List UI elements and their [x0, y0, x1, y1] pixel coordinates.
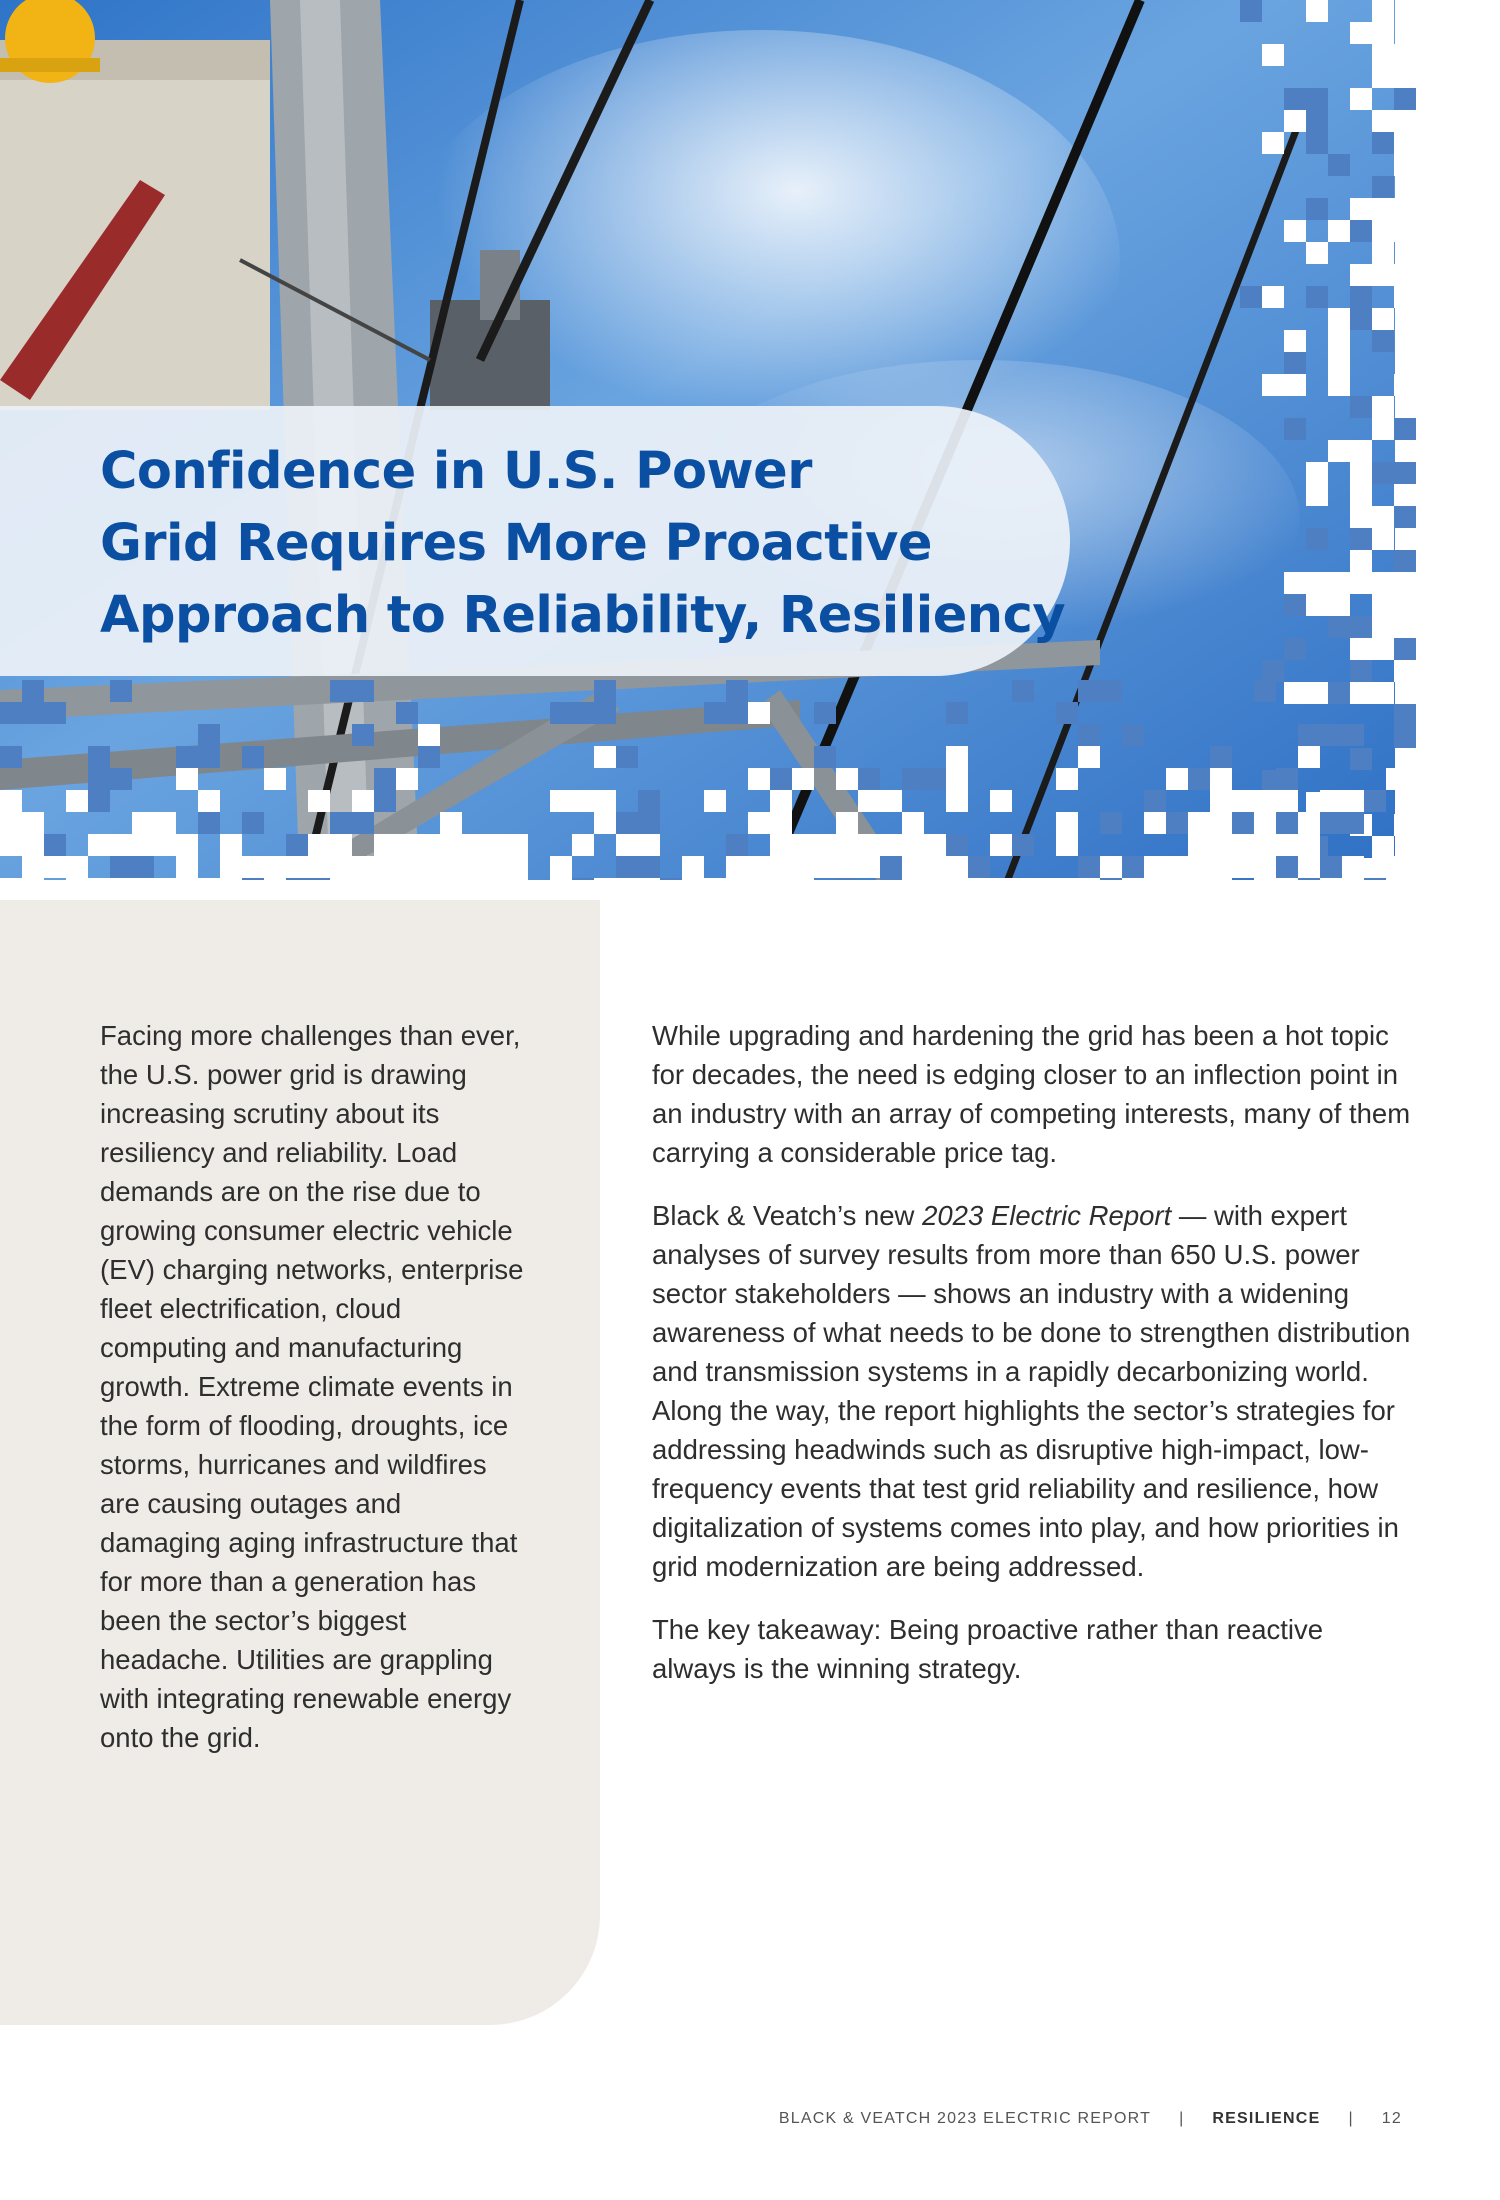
body-paragraph-3: The key takeaway: Being proactive rather than reactive always is the winning strategy. [652, 1614, 1324, 1684]
left-column [100, 1016, 525, 1781]
page-number: 12 [1381, 2110, 1402, 2127]
body-paragraph-2 [652, 1196, 1412, 1586]
title-line-3: Approach to Reliability, Resiliency [100, 586, 1066, 645]
paragraph-2-lead: Black & Veatch’s new [652, 1200, 923, 1231]
right-column [652, 1016, 1412, 1712]
title-line-1: Confidence in U.S. Power [100, 442, 812, 501]
footer-separator: | [1348, 2110, 1354, 2127]
footer-report-name: BLACK & VEATCH 2023 ELECTRIC REPORT [778, 2110, 1152, 2127]
footer-separator: | [1179, 2110, 1185, 2127]
paragraph-2-rest: — with expert analyses of survey results from more than 650 U.S. power sector stakeholders — shows an industry with a widening awareness of what needs to be done to strengthen distribution and transmission systems in a rapidly decarbonizing world. Along the way, the report highlights the sector’s strategies for addressing headwinds such as disruptive high-impact, low-frequency events that test grid reliability and resilience, how digitalization of systems comes into play, and how priorities in grid modernization are being addressed. [652, 1200, 1411, 1582]
intro-paragraph: Facing more challenges than ever, the U.S. power grid is drawing increasing scrutiny about its resiliency and reliability. Load demands are on the rise due to growing consumer electric vehicle (EV) charging networks, enterprise fleet electrification, cloud computing and manufacturing growth. Extreme climate events in the form of flooding, droughts, ice storms, hurricanes and wildfires are causing outages and damaging aging infrastructure that for more than a generation has been the sector’s biggest headache. Utilities are grappling with integrating renewable energy onto the grid. [100, 1020, 524, 1753]
title-banner [0, 406, 1070, 676]
report-title-italic: 2023 Electric Report [922, 1200, 1172, 1231]
page-title [100, 436, 1070, 652]
footer-section-name: RESILIENCE [1212, 2110, 1321, 2127]
hero-image [0, 0, 1500, 900]
body-paragraph-1: While upgrading and hardening the grid has been a hot topic for decades, the need is edging closer to an inflection point in an industry with an array of competing interests, many of them carrying a considerable price tag. [652, 1020, 1411, 1168]
title-line-2: Grid Requires More Proactive [100, 514, 932, 573]
page-footer [779, 2110, 1402, 2128]
